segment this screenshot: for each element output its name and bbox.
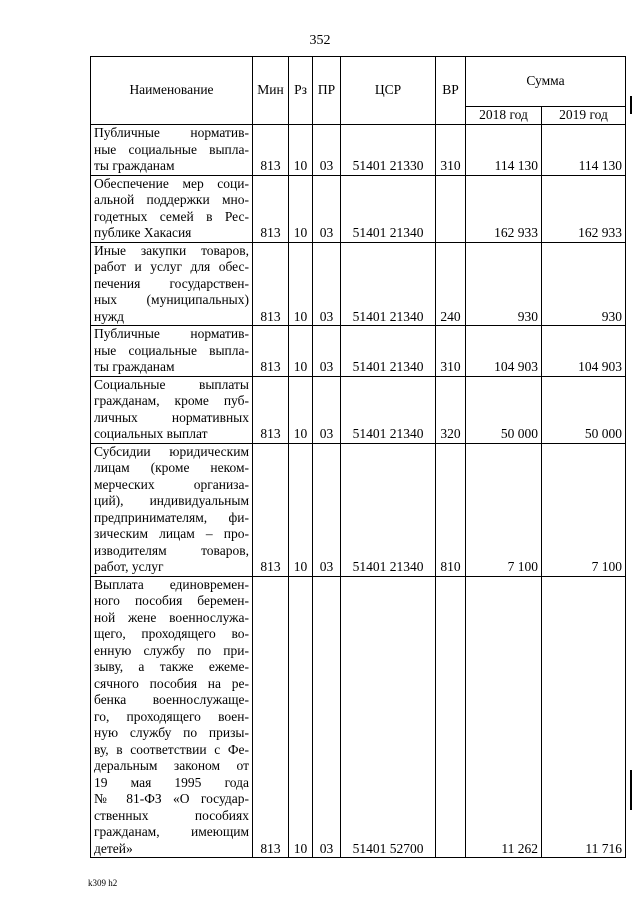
row-min: 813 xyxy=(253,443,289,576)
row-rz: 10 xyxy=(289,175,313,242)
row-min: 813 xyxy=(253,376,289,443)
header-2019: 2019 год xyxy=(542,107,626,125)
row-pr: 03 xyxy=(313,326,341,377)
row-pr: 03 xyxy=(313,576,341,858)
row-name-line: печения государствен- xyxy=(94,275,249,291)
row-name-line: щего, проходящего во- xyxy=(94,626,249,641)
table-row xyxy=(91,326,626,377)
row-name-line: нужд xyxy=(94,308,124,324)
row-min: 813 xyxy=(253,326,289,377)
row-name-line: Субсидии юридическим xyxy=(94,443,249,459)
row-name-line: альной поддержки мно- xyxy=(94,192,249,207)
row-pr: 03 xyxy=(313,175,341,242)
row-name-line: го, проходящего воен- xyxy=(94,708,249,724)
row-name-line: ные социальные выпла- xyxy=(94,141,249,157)
row-sum-2019: 11 716 xyxy=(542,576,626,858)
row-rz: 10 xyxy=(289,326,313,377)
row-name xyxy=(91,376,253,443)
row-name-line: изводителям товаров, xyxy=(94,542,249,558)
table-row xyxy=(91,242,626,326)
row-name-line: Публичные норматив- xyxy=(94,125,249,140)
row-name-line: ного пособия беремен- xyxy=(94,593,249,608)
row-name-line: мерческих организа- xyxy=(94,476,249,492)
row-name-line: детей» xyxy=(94,840,133,856)
row-name-line: работ и услуг для обес- xyxy=(94,259,249,274)
row-name-line: Обеспечение мер соци- xyxy=(94,175,249,191)
row-name-line: ных (муниципальных) xyxy=(94,292,249,307)
row-name-line: деральным законом от xyxy=(94,758,249,773)
row-min: 813 xyxy=(253,242,289,326)
row-min: 813 xyxy=(253,175,289,242)
row-name-line: 19 мая 1995 года xyxy=(94,774,249,790)
row-csr: 51401 21340 xyxy=(341,326,436,377)
row-rz: 10 xyxy=(289,443,313,576)
row-rz: 10 xyxy=(289,242,313,326)
row-name-line: ные социальные выпла- xyxy=(94,342,249,358)
row-name-line: ты гражданам xyxy=(94,158,175,173)
row-name-line: Публичные норматив- xyxy=(94,326,249,341)
row-name-line: гражданам, имеющим xyxy=(94,824,249,839)
row-name-line: лицам (кроме неком- xyxy=(94,460,249,475)
row-name-line: годетных семей в Рес- xyxy=(94,208,249,224)
row-name xyxy=(91,576,253,858)
header-rz: Рз xyxy=(289,57,313,125)
header-2018: 2018 год xyxy=(466,107,542,125)
row-name xyxy=(91,125,253,176)
row-pr: 03 xyxy=(313,376,341,443)
right-margin-mark xyxy=(630,96,632,114)
row-name-line: зыву, а также ежеме- xyxy=(94,659,249,674)
row-csr: 51401 21330 xyxy=(341,125,436,176)
row-rz: 10 xyxy=(289,576,313,858)
row-sum-2018: 114 130 xyxy=(466,125,542,176)
row-name-line: Выплата единовремен- xyxy=(94,576,249,592)
row-sum-2018: 7 100 xyxy=(466,443,542,576)
row-name-line: ций), индивидуальным xyxy=(94,493,249,508)
row-name-line: работ, услуг xyxy=(94,559,164,574)
header-vr: ВР xyxy=(436,57,466,125)
header-min: Мин xyxy=(253,57,289,125)
row-csr: 51401 21340 xyxy=(341,175,436,242)
row-rz: 10 xyxy=(289,125,313,176)
row-name-line: социальных выплат xyxy=(94,426,208,441)
row-pr: 03 xyxy=(313,443,341,576)
table-row xyxy=(91,125,626,176)
header-pr: ПР xyxy=(313,57,341,125)
row-name-line: № 81-ФЗ «О государ- xyxy=(94,791,249,806)
row-vr: 310 xyxy=(436,326,466,377)
row-name-line: гражданам, кроме пуб- xyxy=(94,393,249,408)
row-name-line: ты гражданам xyxy=(94,359,175,374)
table-body xyxy=(91,125,626,858)
header-name: Наименование xyxy=(91,57,253,125)
right-margin-mark xyxy=(630,770,632,810)
row-sum-2018: 11 262 xyxy=(466,576,542,858)
row-name-line: предпринимателям, фи- xyxy=(94,509,249,525)
row-vr: 320 xyxy=(436,376,466,443)
table-row xyxy=(91,175,626,242)
row-sum-2019: 104 903 xyxy=(542,326,626,377)
row-name-line: Иные закупки товаров, xyxy=(94,242,249,258)
page-number: 352 xyxy=(309,33,331,48)
row-name-line: публике Хакасия xyxy=(94,225,192,240)
row-name-line: Социальные выплаты xyxy=(94,376,249,392)
row-sum-2019: 114 130 xyxy=(542,125,626,176)
table-row xyxy=(91,443,626,576)
row-name-line: зическим лицам – про- xyxy=(94,526,249,541)
row-pr: 03 xyxy=(313,242,341,326)
footer-code: k309 h2 xyxy=(88,878,118,888)
row-csr: 51401 21340 xyxy=(341,376,436,443)
row-sum-2019: 930 xyxy=(542,242,626,326)
row-sum-2019: 162 933 xyxy=(542,175,626,242)
row-name-line: ву, в соответствии с Фе- xyxy=(94,741,249,757)
row-vr xyxy=(436,576,466,858)
row-rz: 10 xyxy=(289,376,313,443)
row-name xyxy=(91,443,253,576)
row-name-line: ной жене военнослужа- xyxy=(94,609,249,625)
row-sum-2019: 7 100 xyxy=(542,443,626,576)
row-min: 813 xyxy=(253,576,289,858)
row-sum-2018: 162 933 xyxy=(466,175,542,242)
table-row xyxy=(91,376,626,443)
row-name-line: енную службу по при- xyxy=(94,642,249,658)
row-name-line: личных нормативных xyxy=(94,409,249,425)
row-min: 813 xyxy=(253,125,289,176)
row-sum-2019: 50 000 xyxy=(542,376,626,443)
table-row xyxy=(91,576,626,858)
row-name-line: бенка военнослужаще- xyxy=(94,692,249,707)
row-vr: 240 xyxy=(436,242,466,326)
budget-table xyxy=(90,56,626,858)
row-sum-2018: 104 903 xyxy=(466,326,542,377)
header-sum: Сумма xyxy=(466,57,626,107)
row-name-line: ственных пособиях xyxy=(94,807,249,823)
row-csr: 51401 52700 xyxy=(341,576,436,858)
row-sum-2018: 930 xyxy=(466,242,542,326)
row-vr: 810 xyxy=(436,443,466,576)
header-csr: ЦСР xyxy=(341,57,436,125)
row-sum-2018: 50 000 xyxy=(466,376,542,443)
row-name-line: ную службу по призы- xyxy=(94,725,249,740)
row-name-line: сячного пособия на ре- xyxy=(94,675,249,691)
row-name xyxy=(91,175,253,242)
row-name xyxy=(91,326,253,377)
row-vr xyxy=(436,175,466,242)
row-pr: 03 xyxy=(313,125,341,176)
row-vr: 310 xyxy=(436,125,466,176)
row-csr: 51401 21340 xyxy=(341,242,436,326)
row-csr: 51401 21340 xyxy=(341,443,436,576)
row-name xyxy=(91,242,253,326)
